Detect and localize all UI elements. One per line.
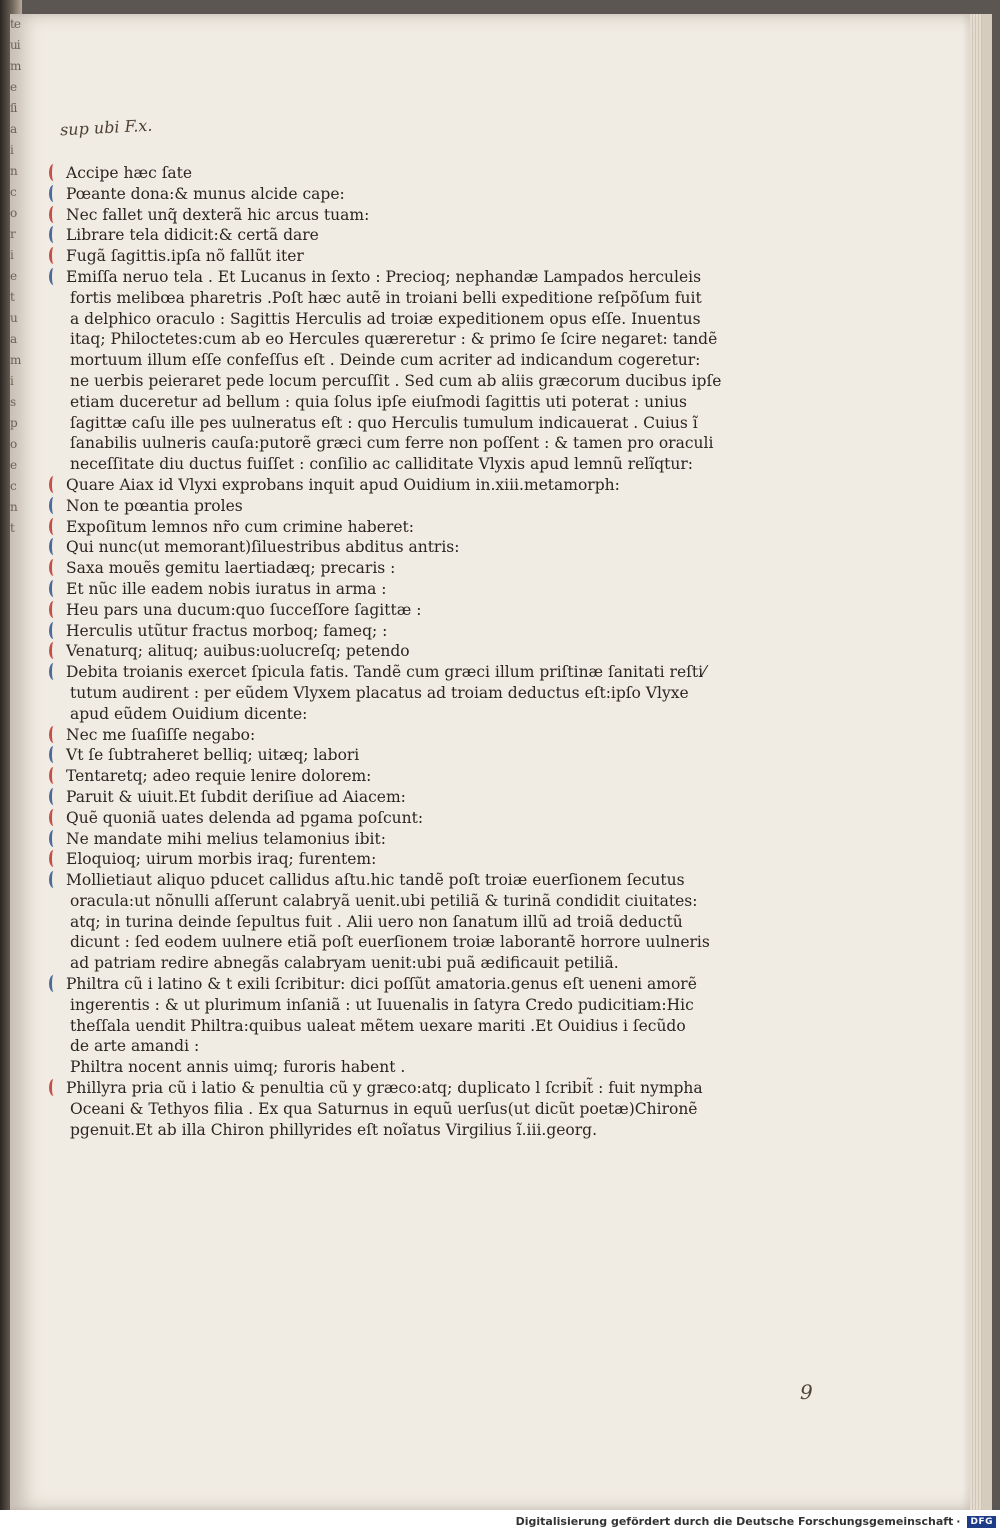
line-text: Paruit & uiuit.Et ſubdit deriſiue ad Aiacem: (66, 787, 406, 806)
line-text: itaq; Philoctetes:cum ab eo Hercules quæreretur : & primo ſe ſcire negaret: tandẽ (70, 330, 718, 349)
rubrication-mark (49, 746, 58, 763)
text-line (66, 1036, 674, 1057)
text-line (66, 766, 674, 787)
facing-fragment: u (10, 311, 17, 325)
text-line (66, 517, 674, 538)
line-text: Quare Aiax id Vlyxi exprobans inquit apud Ouidium in.xiii.metamorph: (66, 475, 620, 494)
line-text: dicunt : ſed eodem uulnere etiã poſt euerſionem troiæ laborantẽ horrore uulneris (70, 933, 710, 952)
line-text: ingerentis : & ut plurimum inſaniã : ut Iuuenalis in ſatyra Credo pudicitiam:Hic (70, 995, 694, 1014)
text-line (66, 745, 674, 766)
facing-fragment: m (10, 59, 21, 73)
dfg-logo: DFG (967, 1516, 996, 1528)
text-line (66, 163, 674, 184)
facing-fragment: e (10, 458, 17, 472)
line-text: Fugã ſagittis.ipſa nõ fallũt iter (66, 247, 304, 266)
line-text: Non te pœantia proles (66, 496, 243, 515)
text-line (66, 995, 694, 1016)
line-text: atq; in turina deinde ſepultus fuit . Alii uero non ſanatum illũ ad troiã deductũ (70, 912, 683, 931)
facing-fragment: i (10, 374, 13, 388)
facing-fragment: t (10, 290, 14, 304)
line-text: Accipe hæc ſate (66, 164, 193, 182)
line-text: Pœante dona:& munus alcide cape: (66, 184, 345, 203)
line-text: Heu pars una ducum:quo ſucceſſore ſagittæ : (66, 600, 422, 619)
line-text: Philtra cũ i latino & t exili ſcribitur: dici poſſũt amatoria.genus eſt ueneni amorẽ (66, 975, 697, 994)
facing-fragment: s (10, 395, 16, 409)
text-line (66, 1078, 703, 1099)
facing-fragment: ſi (10, 101, 17, 115)
text-line (66, 974, 697, 995)
facing-fragment: a (10, 332, 17, 346)
line-text: ſagittæ caſu ille pes uulneratus eſt : quo Herculis tumulum indicauerat . Cuius ĩ (70, 413, 698, 432)
facing-fragment: n (10, 500, 17, 514)
text-line (66, 225, 674, 246)
line-text: Nec me ſuaſiſſe negabo: (66, 725, 256, 744)
line-text: ne uerbis peieraret pede locum percuſſit . Sed cum ab aliis græcorum ducibus ipſe (70, 371, 722, 390)
text-line (66, 309, 701, 330)
rubrication-mark (49, 663, 58, 680)
folio-number: 9 (800, 1380, 813, 1404)
credit-text: Digitalisierung gefördert durch die Deutsche Forschungsgemeinschaft (515, 1515, 954, 1528)
text-line (66, 246, 674, 267)
text-line (66, 537, 674, 558)
line-text: Nec fallet unq̃ dexterã hic arcus tuam: (66, 205, 370, 224)
text-line (66, 808, 674, 829)
text-line (66, 725, 674, 746)
text-line (66, 683, 689, 704)
rubrication-mark (49, 622, 58, 639)
text-line (66, 600, 674, 621)
line-text: Tentaretq; adeo requie lenire dolorem: (66, 767, 372, 786)
text-line (66, 558, 674, 579)
line-text: Venaturq; alituq; auibus:uolucreſq; petendo (66, 642, 410, 661)
line-text: Expoſitum lemnos nr̃o cum crimine haberet: (66, 517, 414, 536)
digitization-credit-footer: Digitalisierung gefördert durch die Deutsche Forschungsgemeinschaft · DFG (0, 1510, 1000, 1533)
text-line (66, 184, 674, 205)
page-edges (970, 14, 982, 1510)
rubrication-mark (49, 226, 58, 243)
rubrication-mark (49, 975, 58, 992)
text-line (66, 579, 674, 600)
rubrication-mark (49, 580, 58, 597)
text-line (66, 953, 674, 974)
facing-page-fragment (10, 14, 26, 1510)
line-text: de arte amandi : (70, 1037, 200, 1056)
line-text: ſanabilis uulneris cauſa:putorẽ græci cum ferre non poſſent : & tamen pro oraculi (70, 434, 714, 453)
rubrication-mark (49, 871, 58, 888)
text-line (66, 1057, 674, 1078)
facing-fragment: a (10, 122, 17, 136)
facing-fragment: c (10, 185, 16, 199)
rubrication-mark (49, 726, 58, 743)
rubrication-mark (49, 642, 58, 659)
rubrication-mark (49, 185, 58, 202)
line-text: ad patriam redire abnegãs calabryam uenit:ubi puã ædificauit petiliã. (70, 954, 619, 973)
line-text: Herculis utũtur fractus morboq; fameq; : (66, 621, 388, 640)
facing-fragment: r (10, 227, 15, 241)
rubrication-mark (49, 788, 58, 805)
rubrication-mark (49, 206, 58, 223)
line-text: Debita troianis exercet ſpicula fatis. Tandẽ cum græci illum priſtinæ ſanitati reſti⁄ (66, 663, 706, 682)
rubrication-mark (49, 476, 58, 493)
line-text: Oceani & Tethyos filia . Ex qua Saturnus in equũ uerſus(ut dicũt poetæ)Chironẽ (70, 1099, 698, 1118)
facing-fragment: o (10, 437, 17, 451)
text-line (66, 1120, 674, 1141)
text-line (66, 641, 674, 662)
line-text: fortis melibœa pharetris .Poſt hæc autẽ in troiani belli expeditione reſpõſum fuit (70, 288, 702, 307)
line-text: etiam duceretur ad bellum : quia ſolus ipſe eiuſmodi ſagittis uti poterat : unius (70, 392, 688, 411)
line-text: mortuum illum eſſe confeſſus eſt . Deinde cum acriter ad indicandum cogeretur: (70, 351, 701, 370)
line-text: Eloquioq; uirum morbis iraq; furentem: (66, 850, 377, 869)
rubrication-mark (49, 559, 58, 576)
facing-fragment: m (10, 353, 21, 367)
text-line (66, 350, 701, 371)
text-line (66, 454, 693, 475)
text-line (66, 621, 674, 642)
text-line (66, 870, 685, 891)
rubrication-mark (49, 518, 58, 535)
line-text: Qui nunc(ut memorant)ſiluestribus abditus antris: (66, 538, 460, 557)
text-line (66, 205, 674, 226)
line-text: Phillyra pria cũ i latio & penultia cũ y græco:atq; duplicato l ſcribit̃ : fuit nympha (66, 1079, 703, 1098)
facing-fragment: c (10, 479, 16, 493)
line-text: a delphico oraculo : Sagittis Herculis ad troiæ expeditionem opus eſſe. Inuentus (70, 309, 701, 328)
rubrication-mark (49, 830, 58, 847)
line-text: oracula:ut nõnulli aſſerunt calabryã uenit.ubi petiliã & turinã condidit ciuitates: (70, 891, 698, 910)
text-line (66, 496, 674, 517)
facing-fragment: n (10, 164, 17, 178)
text-line (66, 433, 714, 454)
commentary-text-block (66, 163, 722, 1140)
line-text: Et nũc ille eadem nobis iuratus in arma : (66, 579, 387, 598)
text-line (66, 1099, 698, 1120)
facing-fragment: i (10, 143, 13, 157)
text-line (66, 371, 722, 392)
facing-fragment: o (10, 206, 17, 220)
text-line (66, 912, 683, 933)
line-text: Saxa mouẽs gemitu laertiadæq; precaris : (66, 559, 396, 578)
facing-fragment: e (10, 80, 17, 94)
facing-fragment: te (10, 17, 20, 31)
line-text: tutum audirent : per eũdem Vlyxem placatus ad troiam deductus eſt:ipſo Vlyxe (70, 683, 689, 702)
rubrication-mark (49, 497, 58, 514)
line-text: neceſſitate diu ductus fuiſſet : conſilio ac calliditate Vlyxis apud lemnũ relĩqtur: (70, 455, 693, 474)
text-line (66, 704, 674, 725)
text-line (66, 891, 698, 912)
facing-fragment: e (10, 269, 17, 283)
text-line (66, 849, 674, 870)
rubrication-mark (49, 601, 58, 618)
line-text: theſſala uendit Philtra:quibus ualeat mẽtem uexare mariti .Et Ouidius i ſecũdo (70, 1016, 686, 1035)
line-text: pgenuit.Et ab illa Chiron phillyrides eſt noĩatus Virgilius ĩ.iii.georg. (70, 1120, 598, 1139)
text-line (66, 329, 718, 350)
rubrication-mark (49, 164, 58, 181)
line-text: Mollietiaut aliquo pducet callidus aſtu.hic tandẽ poſt troiæ euerſionem ſecutus (66, 871, 685, 890)
facing-fragment: ui (10, 38, 20, 52)
facing-fragment: i (10, 248, 13, 262)
text-line (66, 475, 674, 496)
line-text: Ne mandate mihi melius telamonius ibit: (66, 829, 386, 848)
text-line (66, 829, 674, 850)
text-line (66, 413, 698, 434)
line-text: Quẽ quoniã uates delenda ad pgama poſcunt: (66, 808, 424, 827)
rubrication-mark (49, 538, 58, 555)
text-line (66, 267, 702, 288)
line-text: Philtra nocent annis uimq; furoris habent . (70, 1058, 406, 1077)
text-line (66, 787, 674, 808)
rubrication-mark (49, 809, 58, 826)
text-line (66, 392, 688, 413)
rubrication-mark (49, 247, 58, 264)
rubrication-mark (49, 268, 58, 285)
text-line (66, 1016, 686, 1037)
page-edges-outer (982, 14, 992, 1510)
line-text: Vt ſe ſubtraheret belliq; uitæq; labori (66, 746, 360, 765)
rubrication-mark (49, 1079, 58, 1096)
line-text: Librare tela didicit:& certã dare (66, 226, 319, 245)
text-line (66, 662, 706, 683)
facing-fragment: t (10, 521, 14, 535)
text-line (66, 288, 702, 309)
line-text: Emiſſa neruo tela . Et Lucanus in ſexto : Precioq; nephandæ Lampados herculeis (66, 267, 702, 286)
rubrication-mark (49, 850, 58, 867)
text-line (66, 932, 710, 953)
rubrication-mark (49, 767, 58, 784)
facing-fragment: p (10, 416, 17, 430)
marginal-annotation: sup ubi F.x. (59, 115, 153, 140)
line-text: apud eũdem Ouidium dicente: (70, 704, 308, 723)
